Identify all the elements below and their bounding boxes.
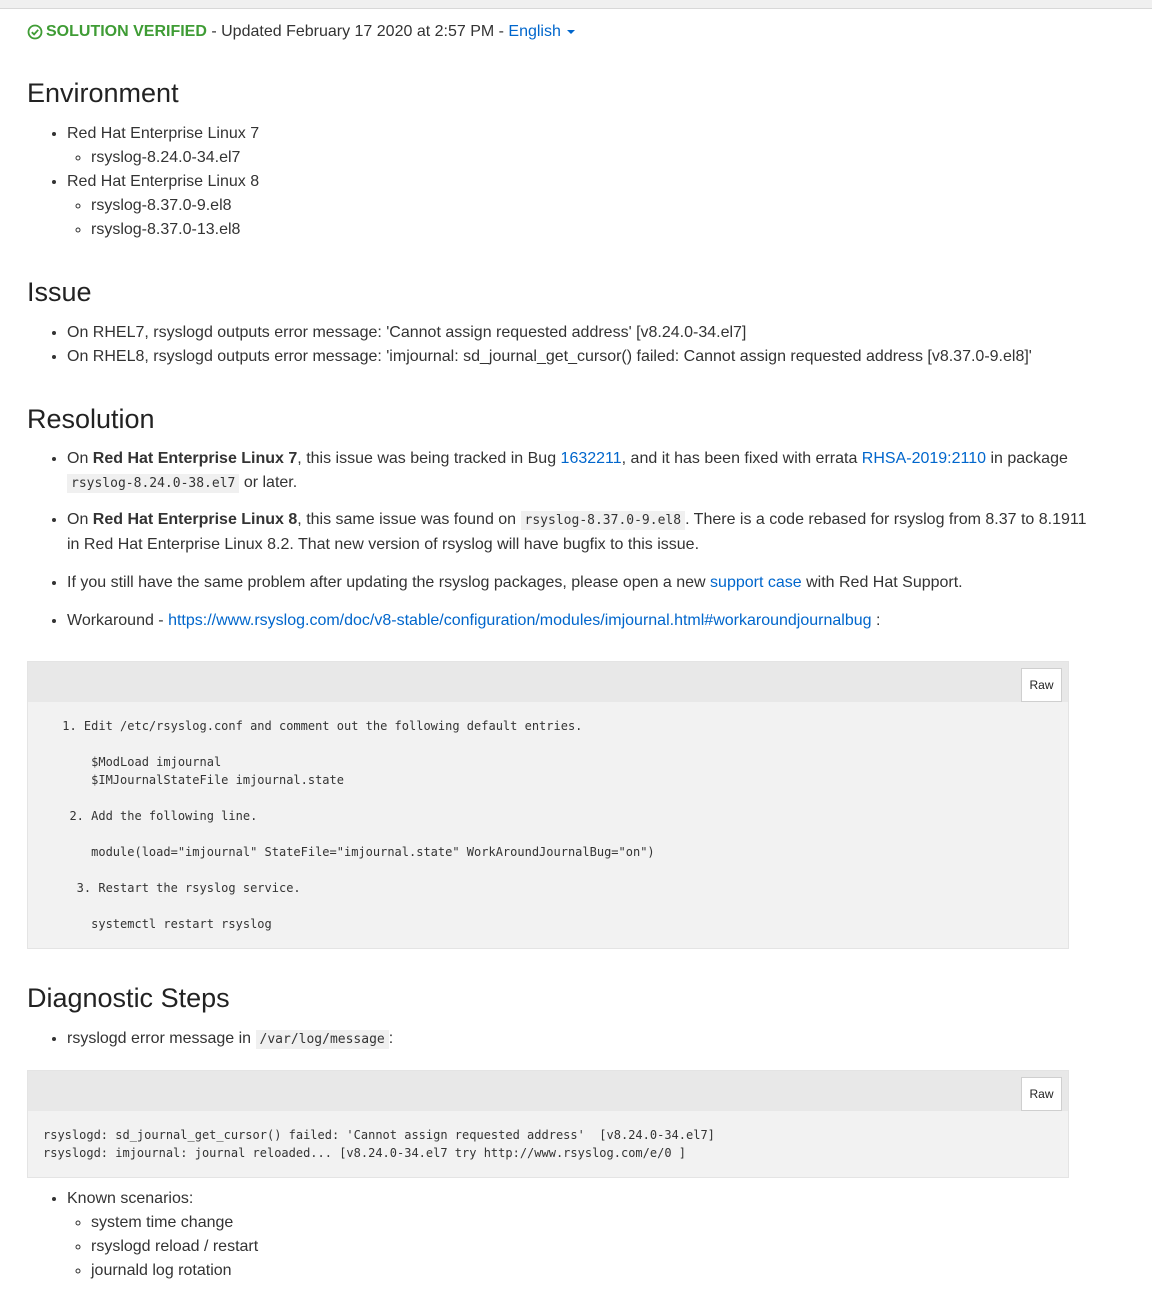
check-circle-icon	[27, 24, 43, 40]
solution-meta	[27, 21, 575, 43]
verified-badge	[27, 21, 207, 43]
list-item: ◦ rsyslogd reload / restart	[91, 1235, 258, 1259]
top-bar	[0, 0, 1152, 9]
text: :	[871, 612, 881, 629]
list-item	[67, 609, 1087, 633]
text: :	[388, 1030, 394, 1047]
text: rsyslogd error message in	[67, 1030, 256, 1047]
list-item	[67, 170, 259, 242]
list-item	[67, 1187, 258, 1283]
package-code: rsyslog-8.24.0-38.el7	[67, 474, 239, 493]
workaround-code-block	[27, 661, 1069, 949]
text: , this issue was being tracked in Bug	[297, 450, 561, 467]
bug-link[interactable]: 1632211	[560, 450, 622, 467]
diagnostic-heading: Diagnostic Steps	[27, 983, 230, 1013]
text: , this same issue was found on	[297, 511, 521, 528]
product-name: Red Hat Enterprise Linux 7	[92, 450, 298, 467]
errata-link[interactable]: RHSA-2019:2110	[861, 450, 987, 467]
raw-button[interactable]: Raw	[1021, 668, 1062, 702]
caret-down-icon	[567, 30, 575, 34]
scenarios-label: Known scenarios:	[67, 1190, 194, 1207]
list-item	[67, 571, 1087, 595]
list-item: ◦ rsyslog-8.37.0-13.el8	[91, 218, 259, 242]
raw-button[interactable]: Raw	[1021, 1077, 1062, 1111]
list-item: • On RHEL7, rsyslogd outputs error message: 'Cannot assign requested address' [v8.24.0-34.el7]	[67, 321, 1032, 345]
workaround-link[interactable]: https://www.rsyslog.com/doc/v8-stable/configuration/modules/imjournal.html#workaroundjournalbug	[168, 612, 872, 629]
text: On	[67, 511, 93, 528]
env-item-label: Red Hat Enterprise Linux 8	[67, 173, 260, 190]
error-log-code-block	[27, 1070, 1069, 1178]
list-item	[67, 508, 1087, 557]
issue-list	[27, 321, 1032, 369]
text: with Red Hat Support.	[801, 574, 963, 591]
updated-text: - Updated February 17 2020 at 2:57 PM -	[206, 23, 509, 40]
list-item: ◦ system time change	[91, 1211, 258, 1235]
environment-heading: Environment	[27, 78, 179, 108]
code-content: 1. Edit /etc/rsyslog.conf and comment out the following default entries. $ModLoad imjournal $IMJournalStateFile imjournal.state 2. Add the following line. module(load="imjournal" StateFile="imjournal.state" WorkAroundJournalBug="on") 3. Restart the rsyslog service. systemctl restart rsyslog	[62, 719, 655, 931]
list-item: ◦ rsyslog-8.24.0-34.el7	[91, 146, 259, 170]
text: in package	[986, 450, 1068, 467]
code-toolbar	[28, 662, 1068, 702]
scenarios-list	[27, 1187, 258, 1283]
env-item-label: Red Hat Enterprise Linux 7	[67, 125, 260, 142]
code-toolbar	[28, 1071, 1068, 1111]
text: . There is a code rebased for rsyslog from 8.37 to 8.1911 in Red Hat Enterprise Linux 8.2. That new version of rsyslog will have bugfix to this issue.	[67, 511, 1087, 553]
text: , and it has been fixed with errata	[621, 450, 862, 467]
language-label: English	[508, 23, 561, 40]
text: If you still have the same problem after updating the rsyslog packages, please open a new	[67, 574, 711, 591]
support-case-link[interactable]: support case	[710, 574, 802, 591]
list-item	[67, 447, 1087, 496]
list-item: ◦ journald log rotation	[91, 1259, 258, 1283]
text: or later.	[239, 474, 298, 491]
verified-label: SOLUTION VERIFIED	[46, 23, 207, 40]
language-dropdown[interactable]	[508, 21, 574, 43]
text: On	[67, 450, 93, 467]
product-name: Red Hat Enterprise Linux 8	[92, 511, 298, 528]
diagnostic-list	[27, 1027, 393, 1052]
list-item	[67, 1027, 393, 1052]
list-item: ◦ rsyslog-8.37.0-9.el8	[91, 194, 259, 218]
list-item	[67, 122, 259, 170]
issue-heading: Issue	[27, 277, 92, 307]
package-code: rsyslog-8.37.0-9.el8	[521, 511, 686, 530]
resolution-heading: Resolution	[27, 404, 155, 434]
resolution-list	[27, 447, 1087, 647]
list-item: • On RHEL8, rsyslogd outputs error message: 'imjournal: sd_journal_get_cursor() failed: Cannot assign requested address [v8.37.0-9.el8]'	[67, 345, 1032, 369]
text: Workaround -	[67, 612, 169, 629]
environment-list	[27, 122, 259, 242]
code-content: rsyslogd: sd_journal_get_cursor() failed: 'Cannot assign requested address' [v8.24.0-34.el7] rsyslogd: imjournal: journal reloaded... [v8.24.0-34.el7 try http://www.rsyslog.com/e/0 ]	[43, 1128, 715, 1160]
log-path-code: /var/log/message	[256, 1030, 389, 1049]
